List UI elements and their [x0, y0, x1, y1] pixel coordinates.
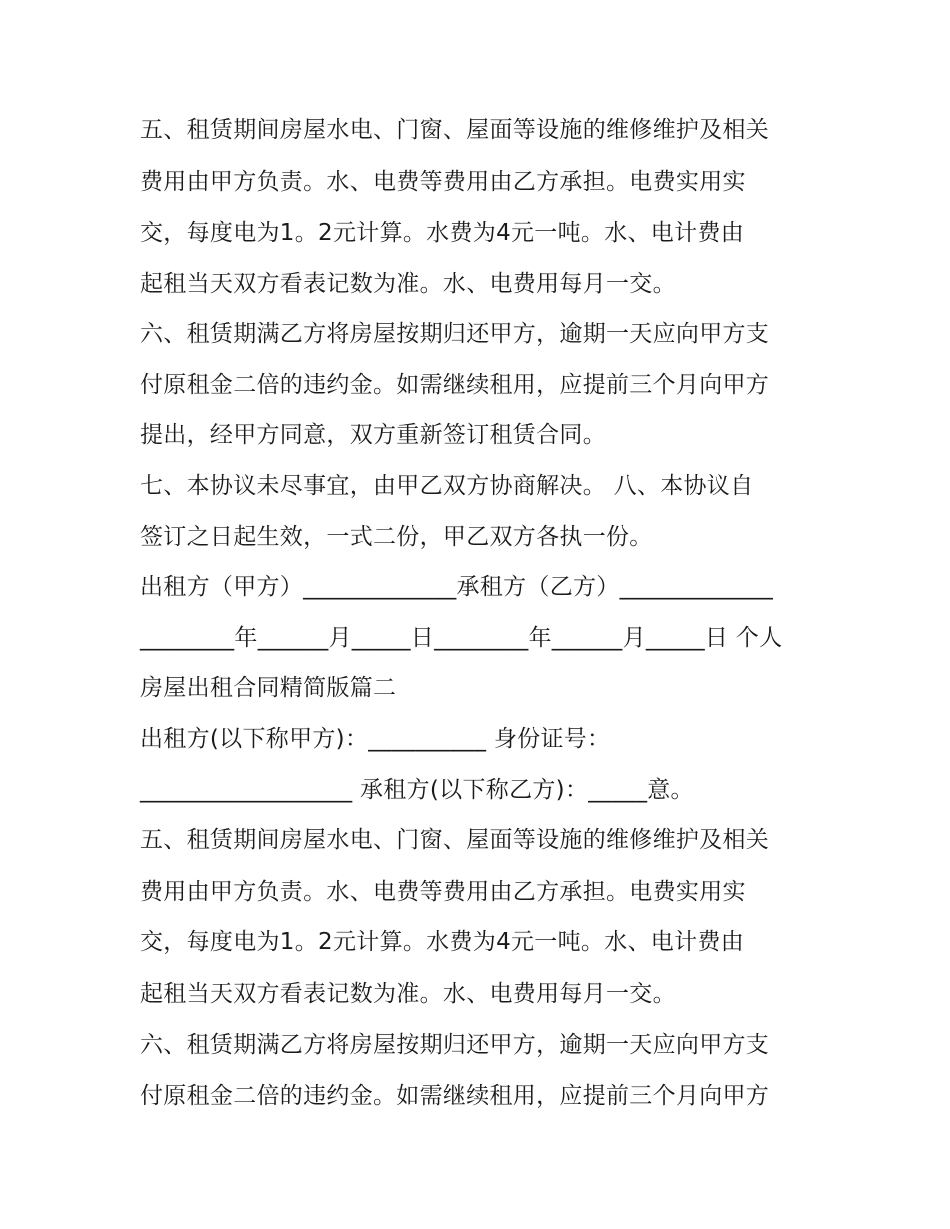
text-line-clause-5-part-3: 交，每度电为1。2元计算。水费为4元一吨。水、电计费由: [140, 220, 744, 246]
text-line-clause-5b-part-3: 交，每度电为1。2元计算。水费为4元一吨。水、电计费由: [140, 929, 744, 955]
text-line-clause-5b-part-4: 起租当天双方看表记数为准。水、电费用每月一交。: [140, 981, 676, 1007]
text-line-clause-5b-part-1: 五、租赁期间房屋水电、门窗、屋面等设施的维修维护及相关: [140, 827, 770, 853]
text-line-clause-6b-part-2: 付原租金二倍的违约金。如需继续租用，应提前三个月向甲方: [140, 1083, 770, 1109]
signature-date-line: ________年______月_____日________年______月_____日 个人: [140, 625, 783, 651]
text-line-clause-8-part-2: 签订之日起生效，一式二份，甲乙双方各执一份。: [140, 524, 653, 550]
text-line-clause-5b-part-2: 费用由甲方负责。水、电费等费用由乙方承担。电费实用实: [140, 879, 746, 905]
tenant-info-line: __________________ 承租方(以下称乙方)：_____意。: [140, 777, 694, 803]
text-line-clause-6b-part-1: 六、租赁期满乙方将房屋按期归还甲方，逾期一天应向甲方支: [140, 1032, 770, 1058]
landlord-info-line: 出租方(以下称甲方)：__________ 身份证号：: [140, 726, 611, 752]
text-line-clause-5-part-1: 五、租赁期间房屋水电、门窗、屋面等设施的维修维护及相关: [140, 117, 770, 143]
text-line-clause-5-part-4: 起租当天双方看表记数为准。水、电费用每月一交。: [140, 271, 676, 297]
signature-parties-line: 出租方（甲方）_____________承租方（乙方）_____________: [140, 574, 773, 600]
text-line-clause-6-part-3: 提出，经甲方同意，双方重新签订租赁合同。: [140, 422, 606, 448]
section-title-part-two: 房屋出租合同精简版篇二: [140, 675, 397, 701]
text-line-clause-6-part-1: 六、租赁期满乙方将房屋按期归还甲方，逾期一天应向甲方支: [140, 321, 770, 347]
text-line-clause-6-part-2: 付原租金二倍的违约金。如需继续租用，应提前三个月向甲方: [140, 372, 770, 398]
text-line-clause-7-8-part-1: 七、本协议未尽事宜，由甲乙双方协商解决。 八、本协议自: [140, 473, 754, 499]
text-line-clause-5-part-2: 费用由甲方负责。水、电费等费用由乙方承担。电费实用实: [140, 169, 746, 195]
